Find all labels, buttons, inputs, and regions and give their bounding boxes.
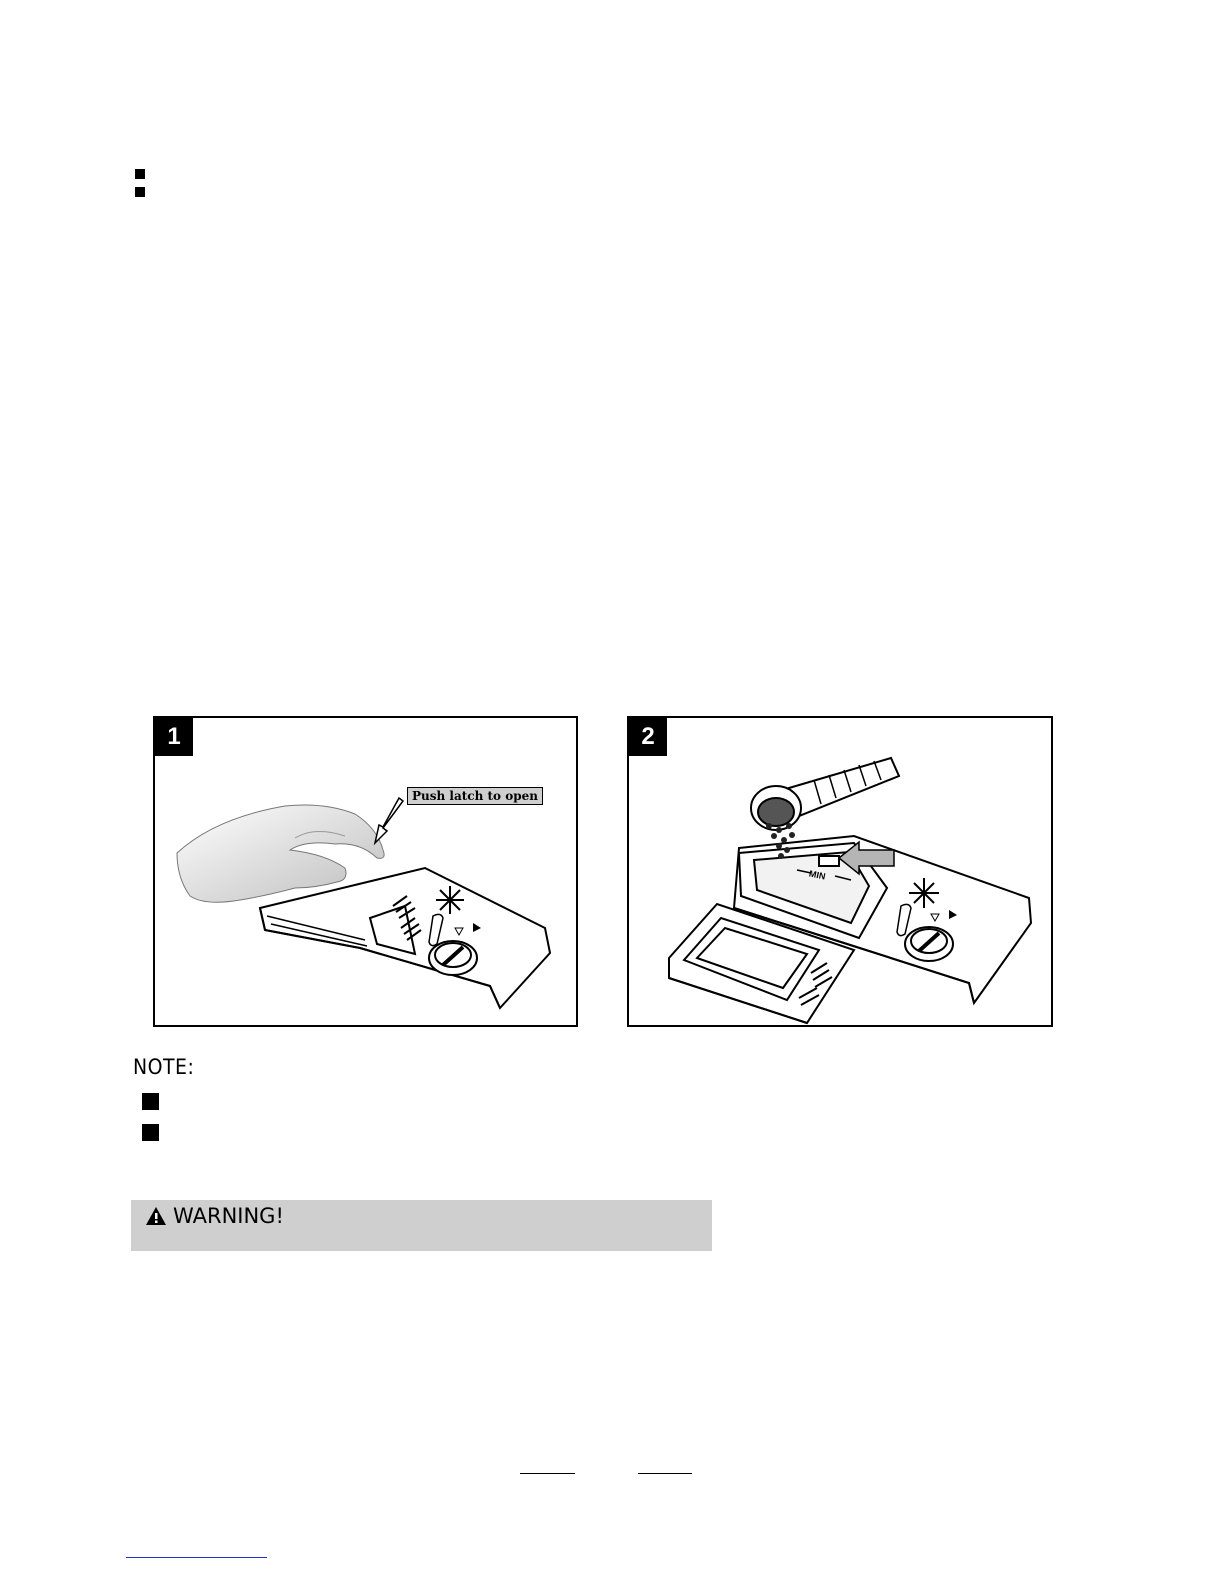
bullet-marker — [135, 187, 145, 197]
bullet-marker — [135, 169, 145, 179]
footer-rule — [520, 1473, 575, 1474]
push-latch-callout: Push latch to open — [407, 787, 543, 805]
warning-box — [131, 1200, 712, 1251]
figure-2-fill-detergent — [627, 716, 1053, 1027]
dial-knob — [905, 927, 953, 961]
figure-number: 1 — [155, 718, 193, 756]
dispenser-body — [260, 868, 550, 1008]
rinse-aid-sparkle-icon — [436, 886, 464, 914]
warning-title-row — [145, 1204, 284, 1228]
note-bullet-marker — [142, 1093, 159, 1110]
figure-number: 2 — [629, 718, 667, 756]
note-heading: NOTE: — [133, 1055, 195, 1079]
footer-rule — [638, 1473, 692, 1474]
compartment-min-label: MIN — [808, 868, 827, 882]
warning-title: WARNING! — [173, 1204, 284, 1228]
figure-1-open-dispenser — [153, 716, 578, 1027]
note-bullet-marker — [142, 1124, 159, 1141]
warning-triangle-icon — [145, 1206, 167, 1226]
footer-link-underline[interactable] — [126, 1557, 267, 1558]
detergent-fill-illustration — [629, 718, 1051, 1025]
dial-knob — [429, 941, 477, 975]
arrow-icon — [375, 798, 403, 843]
dispenser-hand-illustration — [155, 718, 576, 1025]
